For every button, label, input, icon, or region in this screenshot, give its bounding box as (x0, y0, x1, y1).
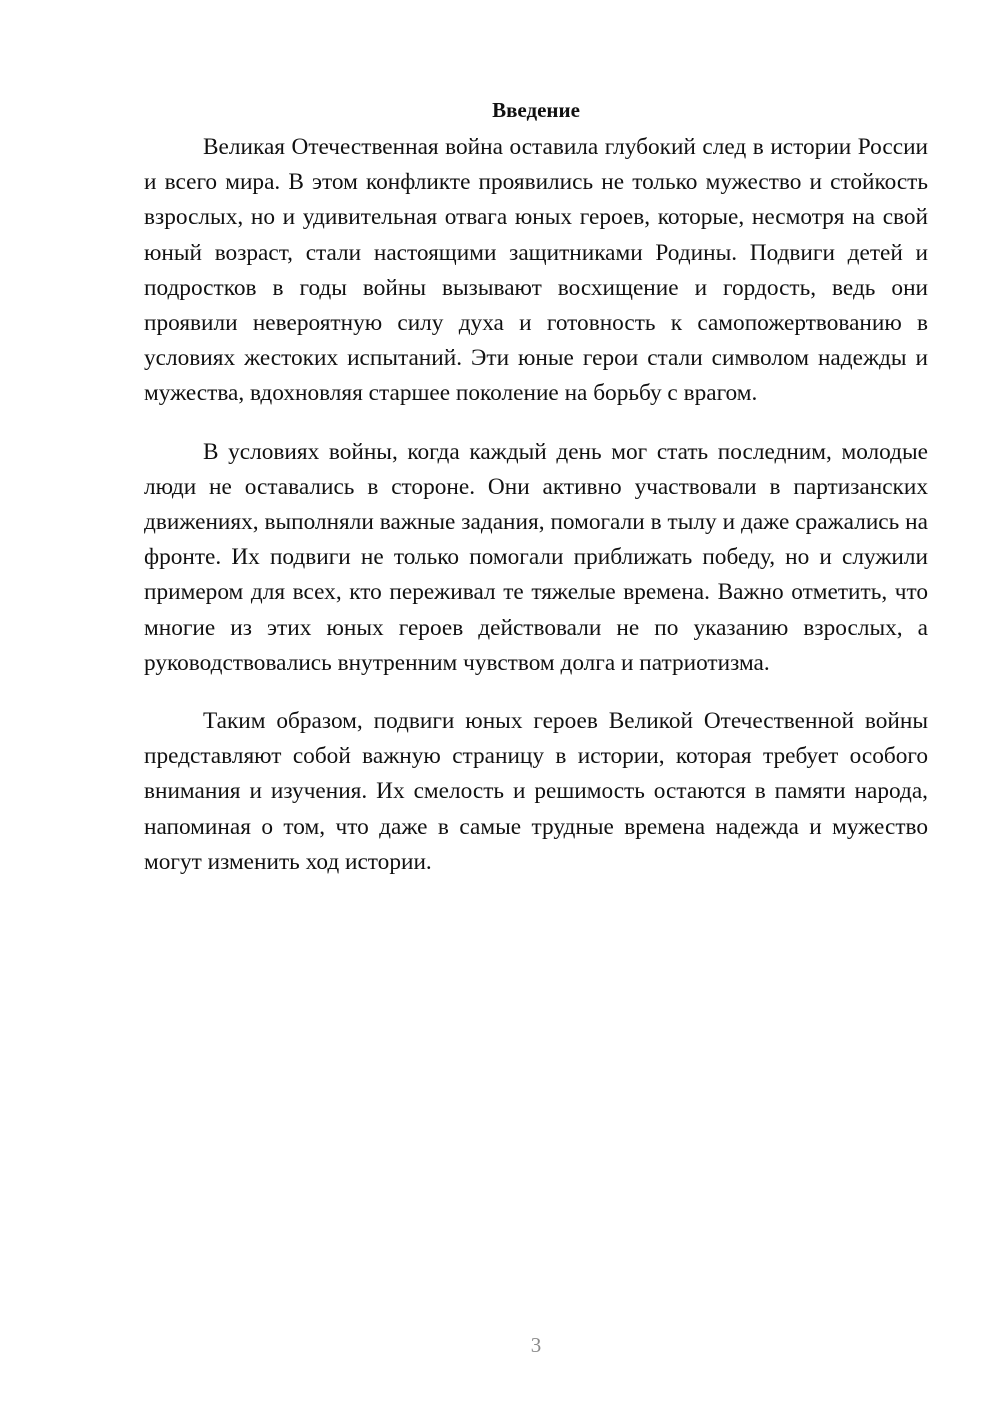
paragraph-1: Великая Отечественная война оставила глубокий след в истории России и всего мира. В этом конфликте проявились не только мужество и стойкость взрослых, но и удивительная отвага юных героев, которые, несмотря на свой юный возраст, стали настоящими защитниками Родины. Подвиги детей и подростков в годы войны вызывают восхищение и гордость, ведь они проявили невероятную силу духа и готовность к самопожертвованию в условиях жестоких испытаний. Эти юные герои стали символом надежды и мужества, вдохновляя старшее поколение на борьбу с врагом. (144, 134, 928, 407)
page-content (144, 94, 928, 903)
page-number: 3 (530, 1333, 542, 1357)
paragraph-2: В условиях войны, когда каждый день мог стать последним, молодые люди не оставались в стороне. Они активно участвовали в партизанских движениях, выполняли важные задания, помогали в тылу и даже сражались на фронте. Их подвиги не только помогали приближать победу, но и служили примером для всех, кто переживал те тяжелые времена. Важно отметить, что многие из этих юных героев действовали не по указанию взрослых, а руководствовались внутренним чувством долга и патриотизма. (144, 438, 928, 676)
paragraph-3: Таким образом, подвиги юных героев Великой Отечественной войны представляют собой важную страницу в истории, которая требует особого внимания и изучения. Их смелость и решимость остаются в памяти народа, напоминая о том, что даже в самые трудные времена надежда и мужество могут изменить ход истории. (144, 708, 928, 875)
section-title: Введение (492, 98, 580, 122)
